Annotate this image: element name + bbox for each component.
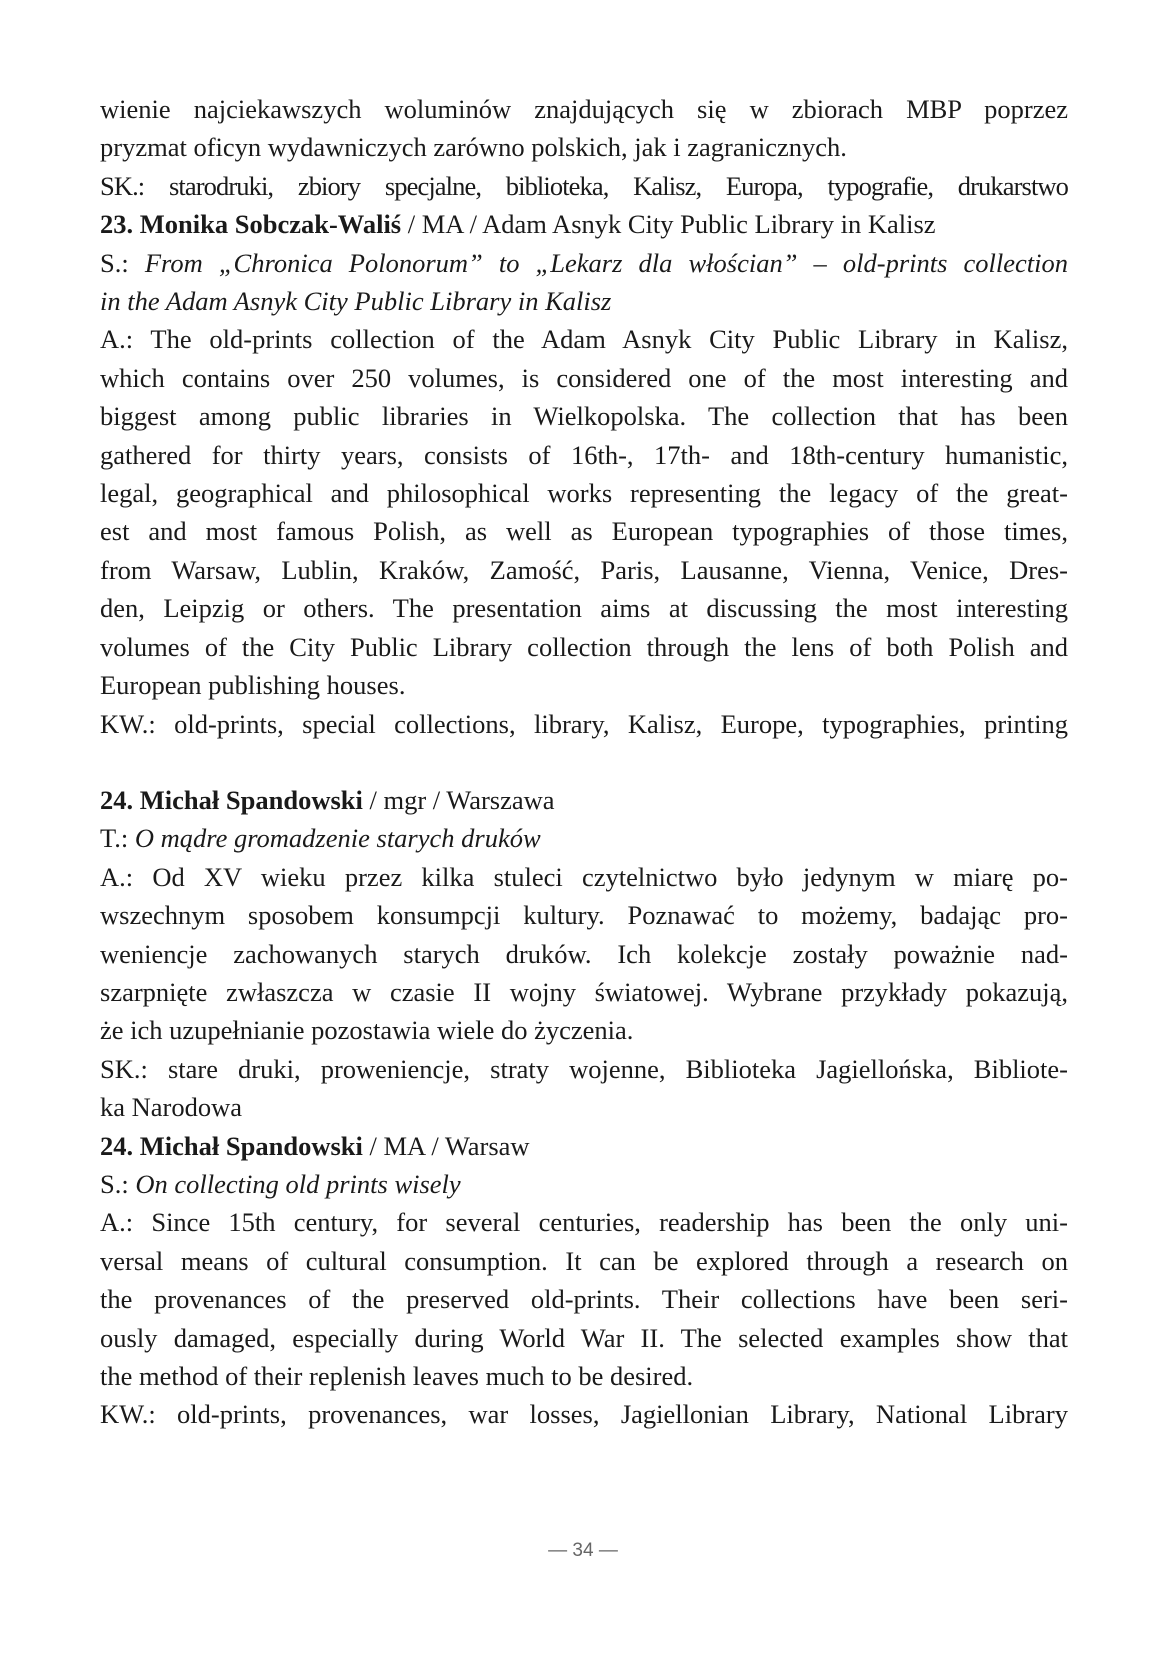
abstract-line: wienie najciekawszych woluminów znajdujących się w zbiorach MBP poprzez: [100, 94, 1068, 124]
paper-title: O mądre gromadzenie starych druków: [134, 823, 541, 854]
abstract-line: legal, geographical and philosophical works representing the legacy of the great-: [100, 478, 1068, 509]
keywords-line: SK.: stare druki, proweniencje, straty wojenne, Biblioteka Jagiellońska, Bibliote-: [100, 1053, 1068, 1084]
entry-number: 23.: [100, 209, 134, 240]
author-name: Michał Spandowski: [139, 1130, 363, 1161]
abstract-line: pryzmat oficyn wydawniczych zarówno polskich, jak i zagranicznych.: [100, 132, 847, 163]
abstract-line: the provenances of the preserved old-prints. Their collections have been seri-: [100, 1284, 1068, 1315]
title-prefix: T.:: [100, 823, 135, 854]
title-line: [100, 819, 1068, 857]
abstract-line: A.: Od XV wieku przez kilka stuleci czytelnictwo było jedynym w miarę po-: [100, 861, 1068, 892]
keywords-line: KW.: old-prints, special collections, library, Kalisz, Europe, typographies, printing: [100, 708, 1068, 739]
subject-line: [100, 244, 1068, 282]
author-affiliation: / MA / Warsaw: [362, 1130, 530, 1161]
subject-prefix: S.:: [100, 1168, 136, 1199]
subject-prefix: S.:: [100, 247, 145, 278]
keywords-line: ka Narodowa: [100, 1092, 243, 1123]
abstract-line: which contains over 250 volumes, is considered one of the most interesting and: [100, 362, 1068, 393]
page-body: [100, 90, 1068, 1434]
subject-title: From „Chronica Polonorum” to „Lekarz dla włościan” – old-prints collection: [144, 247, 1068, 278]
abstract-line: from Warsaw, Lublin, Kraków, Zamość, Paris, Lausanne, Vienna, Venice, Dres-: [100, 554, 1068, 585]
abstract-line: A.: Since 15th century, for several centuries, readership has been the only uni-: [100, 1207, 1068, 1238]
abstract-line: gathered for thirty years, consists of 16th-, 17th- and 18th-century humanistic,: [100, 439, 1068, 470]
abstract-line: est and most famous Polish, as well as European typographies of those times,: [100, 516, 1068, 547]
entry-heading: [100, 1127, 1068, 1165]
section-gap: [100, 743, 1068, 781]
abstract-line: A.: The old-prints collection of the Adam Asnyk City Public Library in Kalisz,: [100, 324, 1068, 355]
keywords-line: SK.: starodruki, zbiory specjalne, biblioteka, Kalisz, Europa, typografie, drukarstwo: [100, 170, 1068, 201]
entry-heading: [100, 781, 1068, 819]
entry-number: 24.: [100, 1130, 134, 1161]
abstract-line: versal means of cultural consumption. It can be explored through a research on: [100, 1245, 1068, 1276]
author-affiliation: / mgr / Warszawa: [362, 784, 555, 815]
keywords-line: KW.: old-prints, provenances, war losses, Jagiellonian Library, National Library: [100, 1399, 1068, 1430]
subject-title: in the Adam Asnyk City Public Library in Kalisz: [100, 286, 612, 317]
abstract-line: volumes of the City Public Library collection through the lens of both Polish and: [100, 631, 1068, 662]
entry-number: 24.: [100, 784, 134, 815]
author-name: Michał Spandowski: [139, 784, 363, 815]
page-number: — 34 —: [548, 1540, 618, 1561]
subject-title: On collecting old prints wisely: [135, 1168, 461, 1199]
abstract-line: den, Leipzig or others. The presentation aims at discussing the most interesting: [100, 593, 1068, 624]
abstract-line: the method of their replenish leaves much to be desired.: [100, 1361, 694, 1391]
author-affiliation: / MA / Adam Asnyk City Public Library in Kalisz: [401, 209, 936, 240]
author-name: Monika Sobczak-Waliś: [139, 209, 402, 240]
entry-heading: [100, 205, 1068, 243]
subject-line: [100, 282, 1068, 320]
abstract-line: ously damaged, especially during World War II. The selected examples show that: [100, 1322, 1068, 1353]
abstract-line: wszechnym sposobem konsumpcji kultury. Poznawać to możemy, badając pro-: [100, 900, 1068, 931]
abstract-line: że ich uzupełnianie pozostawia wiele do życzenia.: [100, 1015, 634, 1046]
abstract-line: weniencje zachowanych starych druków. Ich kolekcje zostały poważnie nad-: [100, 938, 1068, 969]
abstract-line: biggest among public libraries in Wielkopolska. The collection that has been: [100, 401, 1068, 432]
abstract-line: European publishing houses.: [100, 670, 406, 701]
abstract-line: szarpnięte zwłaszcza w czasie II wojny światowej. Wybrane przykłady pokazują,: [100, 976, 1068, 1007]
subject-line: [100, 1165, 1068, 1203]
